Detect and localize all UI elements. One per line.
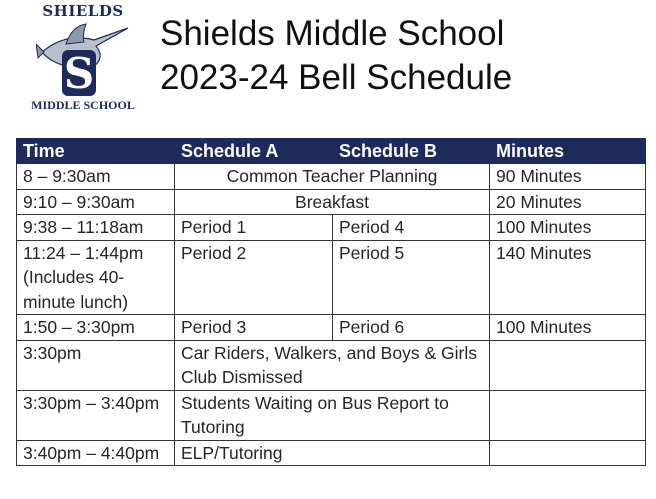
minutes-cell: 100 Minutes bbox=[490, 215, 646, 241]
table-row bbox=[17, 189, 646, 215]
table-row bbox=[17, 315, 646, 341]
header-time: Time bbox=[17, 139, 175, 164]
schedule-b-cell: Period 6 bbox=[333, 315, 490, 341]
bell-schedule-table bbox=[16, 138, 646, 466]
time-cell: 3:30pm bbox=[17, 340, 175, 390]
time-cell: 3:40pm – 4:40pm bbox=[17, 440, 175, 466]
schedule-a-cell: Period 1 bbox=[175, 215, 333, 241]
time-cell: 8 – 9:30am bbox=[17, 164, 175, 190]
schedule-b-cell: Period 4 bbox=[333, 215, 490, 241]
header-schedule-a: Schedule A bbox=[175, 139, 333, 164]
table-row bbox=[17, 440, 646, 466]
logo-top-text: SHIELDS bbox=[42, 2, 124, 20]
logo-bottom-text: MIDDLE SCHOOL bbox=[31, 98, 135, 112]
schedule-a-cell: Period 2 bbox=[175, 240, 333, 315]
time-cell: 9:38 – 11:18am bbox=[17, 215, 175, 241]
logo-letter: S bbox=[63, 49, 95, 98]
schedule-b-cell: Period 5 bbox=[333, 240, 490, 315]
table-row bbox=[17, 215, 646, 241]
time-cell: 1:50 – 3:30pm bbox=[17, 315, 175, 341]
merged-schedule-cell: Car Riders, Walkers, and Boys & Girls Club Dismissed bbox=[175, 340, 490, 390]
minutes-cell: 100 Minutes bbox=[490, 315, 646, 341]
minutes-cell bbox=[490, 440, 646, 466]
minutes-cell: 20 Minutes bbox=[490, 189, 646, 215]
minutes-cell: 140 Minutes bbox=[490, 240, 646, 315]
merged-schedule-cell: Students Waiting on Bus Report to Tutoring bbox=[175, 390, 490, 440]
swordfish-logo-icon bbox=[36, 18, 130, 98]
minutes-cell: 90 Minutes bbox=[490, 164, 646, 190]
minutes-cell bbox=[490, 390, 646, 440]
time-cell: 11:24 – 1:44pm (Includes 40-minute lunch) bbox=[17, 240, 175, 315]
table-row bbox=[17, 164, 646, 190]
merged-schedule-cell: ELP/Tutoring bbox=[175, 440, 490, 466]
page-title-line1: Shields Middle School bbox=[160, 14, 505, 53]
time-cell: 9:10 – 9:30am bbox=[17, 189, 175, 215]
header-schedule-b: Schedule B bbox=[333, 139, 490, 164]
merged-schedule-cell: Breakfast bbox=[175, 189, 490, 215]
minutes-cell bbox=[490, 340, 646, 390]
header-minutes: Minutes bbox=[490, 139, 646, 164]
time-cell: 3:30pm – 3:40pm bbox=[17, 390, 175, 440]
merged-schedule-cell: Common Teacher Planning bbox=[175, 164, 490, 190]
table-header-row bbox=[17, 139, 646, 164]
schedule-a-cell: Period 3 bbox=[175, 315, 333, 341]
page-title-line2: 2023-24 Bell Schedule bbox=[160, 58, 513, 97]
table-row bbox=[17, 340, 646, 390]
table-row bbox=[17, 240, 646, 315]
table-row bbox=[17, 390, 646, 440]
school-logo bbox=[18, 2, 148, 114]
